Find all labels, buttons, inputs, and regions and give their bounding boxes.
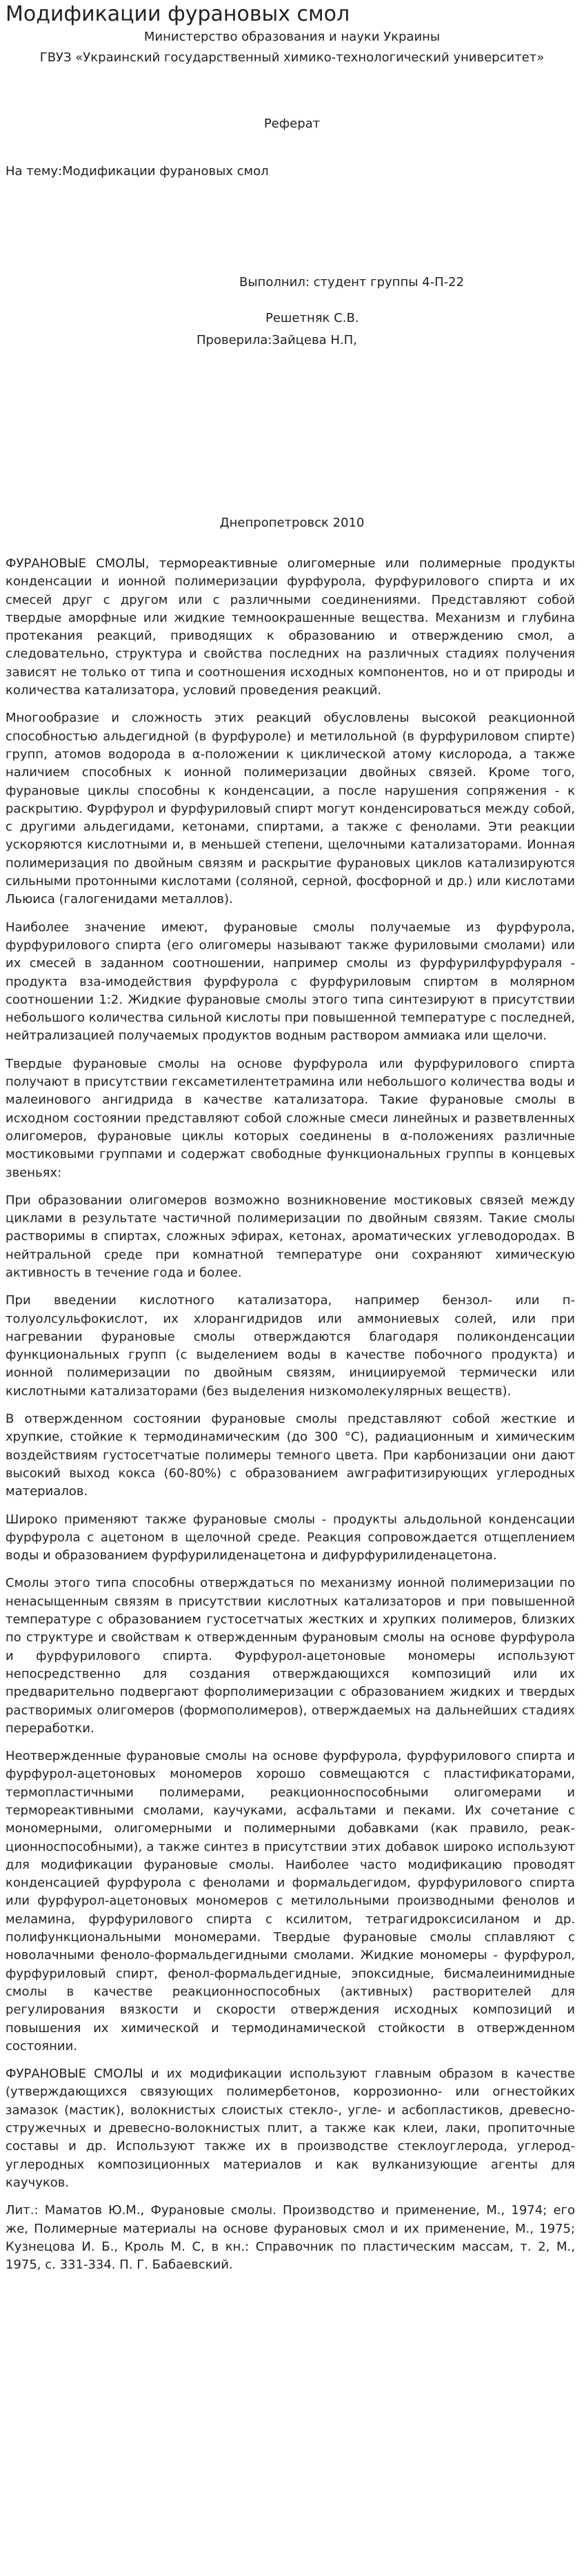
paragraph: ФУРАНОВЫЕ СМОЛЫ, термореактивные олигомерные или полимерные продукты конденсации и ионной полимеризации фурфурола, фурфурилового спирта и их смесей друг с другом или с различными соединениями. Представляют собой твердые аморфные или жидкие темноокрашенные вещества. Механизм и глубина протекания реакций, приводящих к образованию и отверждению смол, а следовательно, структура и свойства последних на различных стадиях получения зависят не только от типа и соотношения исходных компонентов, но и от природы и количества катализатора, условий проведения реакций. — [6, 556, 575, 698]
topic-line: На тему:Модификации фурановых смол — [6, 164, 269, 179]
paragraph: При введении кислотного катализатора, например бензол- или п-толуолсульфокислот, их хлорангидридов или аммониевых солей, или при нагревании фурановые смолы отверждаются благодаря поликонденсации функциональных групп (с выделением воды в качестве побочного продукта) и ионной полимеризации по двойным связям, инициируемой термически или кислотными катализаторами (без выделения низкомолекулярных веществ). — [6, 1293, 575, 1399]
paragraph: В отвержденном состоянии фурановые смолы представляют собой жесткие и хрупкие, стойкие к термодинамическим (до 300 °С), радиационным и химическим воздействиям густосетчатые полимеры темного цвета. При карбонизации они дают высокий выход кокса (60-80%) с образованием awграфитизирующих углеродных материалов. — [6, 1412, 575, 1499]
paragraph: Многообразие и сложность этих реакций обусловлены высокой реакционной способностью альдегидной (в фурфуроле) и метилольной (в фурфуриловом спирте) групп, атомов водорода в α-положении к циклической атому кислорода, а также наличием способных к ионной полимеризации двойных связей. Кроме того, фурановые циклы способны к конденсации, а после нарушения сопряжения - к раскрытию. Фурфурол и фурфуриловый спирт могут конденсироваться между собой, с другими альдегидами, кетонами, спиртами, а также с фенолами. Эти реакции ускоряются кислотными и, в меньшей степени, щелочными катализаторами. Ионная полимеризация по двойным связям и раскрытие фурановых циклов катализируются сильными протонными кислотами (соляной, серной, фосфорной и др.) или кислотами Льюиса (галогенидами металлов). — [6, 711, 575, 907]
performed-by-line: Выполнил: студент группы 4-П-22 — [239, 275, 465, 290]
paragraph: ФУРАНОВЫЕ СМОЛЫ и их модификации используют главным образом в качестве (утверждающихся связующих полимербетонов, коррозионно- или огнестойких замазок (мастик), волокнистых слоистых стекло-, угле- и асбопластиков, древесно-стружечных и древесно-волокнистых плит, а также как клеи, лаки, пропиточные составы и др. Используют также их в производстве стеклоуглерода, углерод-углеродных композиционных материалов и как вулканизующие агенты для каучуков. — [6, 2067, 575, 2190]
references-paragraph: Лит.: Маматов Ю.М., Фурановые смолы. Производство и применение, М., 1974; его же, Полимерные материалы на основе фурановых смол и их применение, М., 1975; Кузнецова И. Б., Кроль М. С, в кн.: Справочник по пластическим массам, т. 2, М., 1975, с. 331-334. П. Г. Бабаевский. — [6, 2203, 575, 2273]
checked-by-line: Проверила:Зайцева Н.П, — [197, 333, 357, 347]
paragraph: Наиболее значение имеют, фурановые смолы получаемые из фурфурола, фурфурилового спирта (его олигомеры называют также фуриловыми смолами) или их смесей в заданном соотношении, например смолы из фурфурилфурфураля - продукта вза-имодействия фурфурола с фурфуриловым спиртом в молярном соотношении 1:2. Жидкие фурановые смолы этого типа синтезируют в присутствии небольшого количества сильной кислоты при повышенной температуре с последней, нейтрализацией получаемых продуктов водным раствором аммиака или щелочи. — [6, 920, 575, 1044]
body-text — [6, 555, 575, 2284]
ministry-line: Министерство образования и науки Украины — [143, 30, 441, 44]
student-name: Решетняк С.В. — [265, 311, 359, 325]
city-year-line: Днепропетровск 2010 — [219, 516, 365, 530]
paragraph: Широко применяют также фурановые смолы - продукты альдольной конденсации фурфурола с ацетоном в щелочной среде. Реакция сопровождается отщеплением воды и образованием фурфурилиденацетона и дифурфурилиденацетона. — [6, 1512, 575, 1563]
paragraph: Смолы этого типа способны отверждаться по механизму ионной полимеризации по ненасыщенным связям в присутствии кислотных катализаторов и при повышенной температуре с образованием густосетчатых жестких и хрупких полимеров, близких по структуре и свойствам к отвержденным фурановым смолы на основе фурфурола и фурфурилового спирта. Фурфурол-ацетоновые мономеры используют непосредственно для создания отверждающихся композиций или их предварительно подвергают форполимеризации с образованием жидких и твердых растворимых олигомеров (формополимеров), отверждаемых на дальнейших стадиях переработки. — [6, 1576, 575, 1736]
paragraph: Твердые фурановые смолы на основе фурфурола или фурфурилового спирта получают в присутствии гексаметилентетрамина или небольшого количества воды и малеинового ангидрида в качестве катализатора. Такие фурановые смолы в исходном состоянии представляют собой сложные смеси линейных и разветвленных олигомеров, фурановые циклы которых соединены в α-положениях различные мостиковыми группами и содержат свободные функциональных группы в концевых звеньях: — [6, 1056, 575, 1180]
paragraph: При образовании олигомеров возможно возникновение мостиковых связей между циклами в результате частичной полимеризации по двойным связям. Такие смолы растворимы в спиртах, сложных эфирах, кетонах, ароматических углеводородах. В нейтральной среде при комнатной температуре они сохраняют химическую активность в течение года и более. — [6, 1193, 575, 1280]
paragraph: Неотвержденные фурановые смолы на основе фурфурола, фурфурилового спирта и фурфурол-ацетоновых мономеров хорошо совмещаются с пластификаторами, термопластичными полимерами, реакционноспособными олигомерами и термореактивными смолами, каучуками, асфальтами и пеками. Их сочетание с мономерными, олигомерными и полимерными добавками (как правило, реак-ционноспособными), а также синтез в присутствии этих добавок широко используют для модификации фурановые смолы. Наиболее часто модификацию проводят конденсацией фурфурола с фенолами и формальдегидом, фурфурилового спирта или фурфурол-ацетоновых мономеров с метилольными производными фенолов и меламина, фурфурилового спирта с ксилитом, тетрагидроксисиланом и др. полифункциональными мономерами. Твердые фурановые смолы сплавляют с новолачными феноло-формальдегидными смолами. Жидкие мономеры - фурфурол, фурфуриловый спирт, фенол-формальдегидные, эпоксидные, бисмалеинимидные смолы в качестве реакционноспособных (активных) растворителей для регулирования вязкости и скорости отверждения исходных композиций и повышения их химической и термодинамической стойкости в отвержденном состоянии. — [6, 1749, 575, 2053]
university-line: ГВУЗ «Украинский государственный химико-технологический университет» — [39, 50, 545, 65]
doc-type-heading: Реферат — [263, 116, 321, 131]
document-title: Модификации фурановых смол — [6, 2, 350, 26]
